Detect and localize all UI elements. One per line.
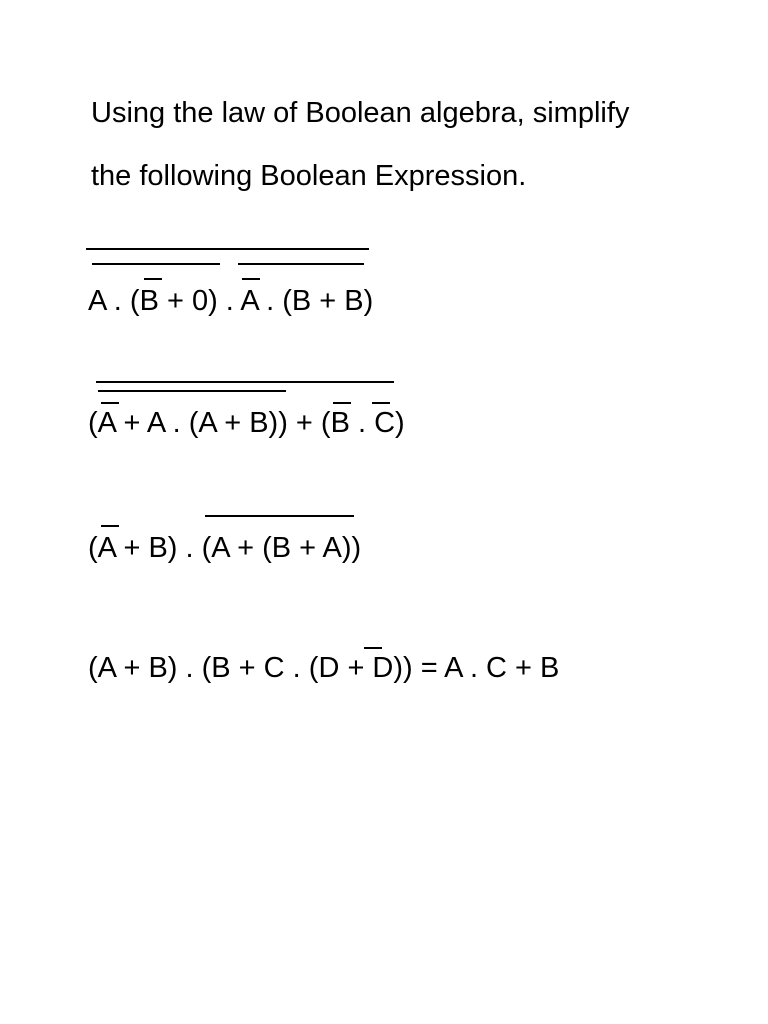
expression-2: (A + A . (A + B)) + (B . C) [88, 407, 405, 439]
expression-2-overbar-left-term [98, 390, 286, 392]
expression-2-overbar-outer [96, 381, 394, 383]
expression-1-overbar-left-term [92, 263, 220, 265]
instruction-line-2: the following Boolean Expression. [91, 160, 527, 192]
expression-4-overbar-d [364, 647, 382, 649]
instruction-line-1: Using the law of Boolean algebra, simplify [91, 97, 630, 129]
expression-3: (A + B) . (A + (B + A)) [88, 532, 362, 564]
expression-2-overbar-c [372, 402, 390, 404]
expression-1-overbar-a [242, 278, 260, 280]
expression-3-overbar-a [101, 525, 119, 527]
expression-4: (A + B) . (B + C . (D + D)) = A . C + B [88, 652, 560, 684]
expression-2-overbar-b [333, 402, 351, 404]
expression-1: A . (B + 0) . A . (B + B) [88, 285, 374, 317]
expression-3-overbar-b-plus-a [205, 515, 354, 517]
expression-1-overbar-right-term [238, 263, 364, 265]
expression-1-overbar-b [144, 278, 162, 280]
expression-2-overbar-a [101, 402, 119, 404]
expression-1-overbar-outer [86, 248, 369, 250]
